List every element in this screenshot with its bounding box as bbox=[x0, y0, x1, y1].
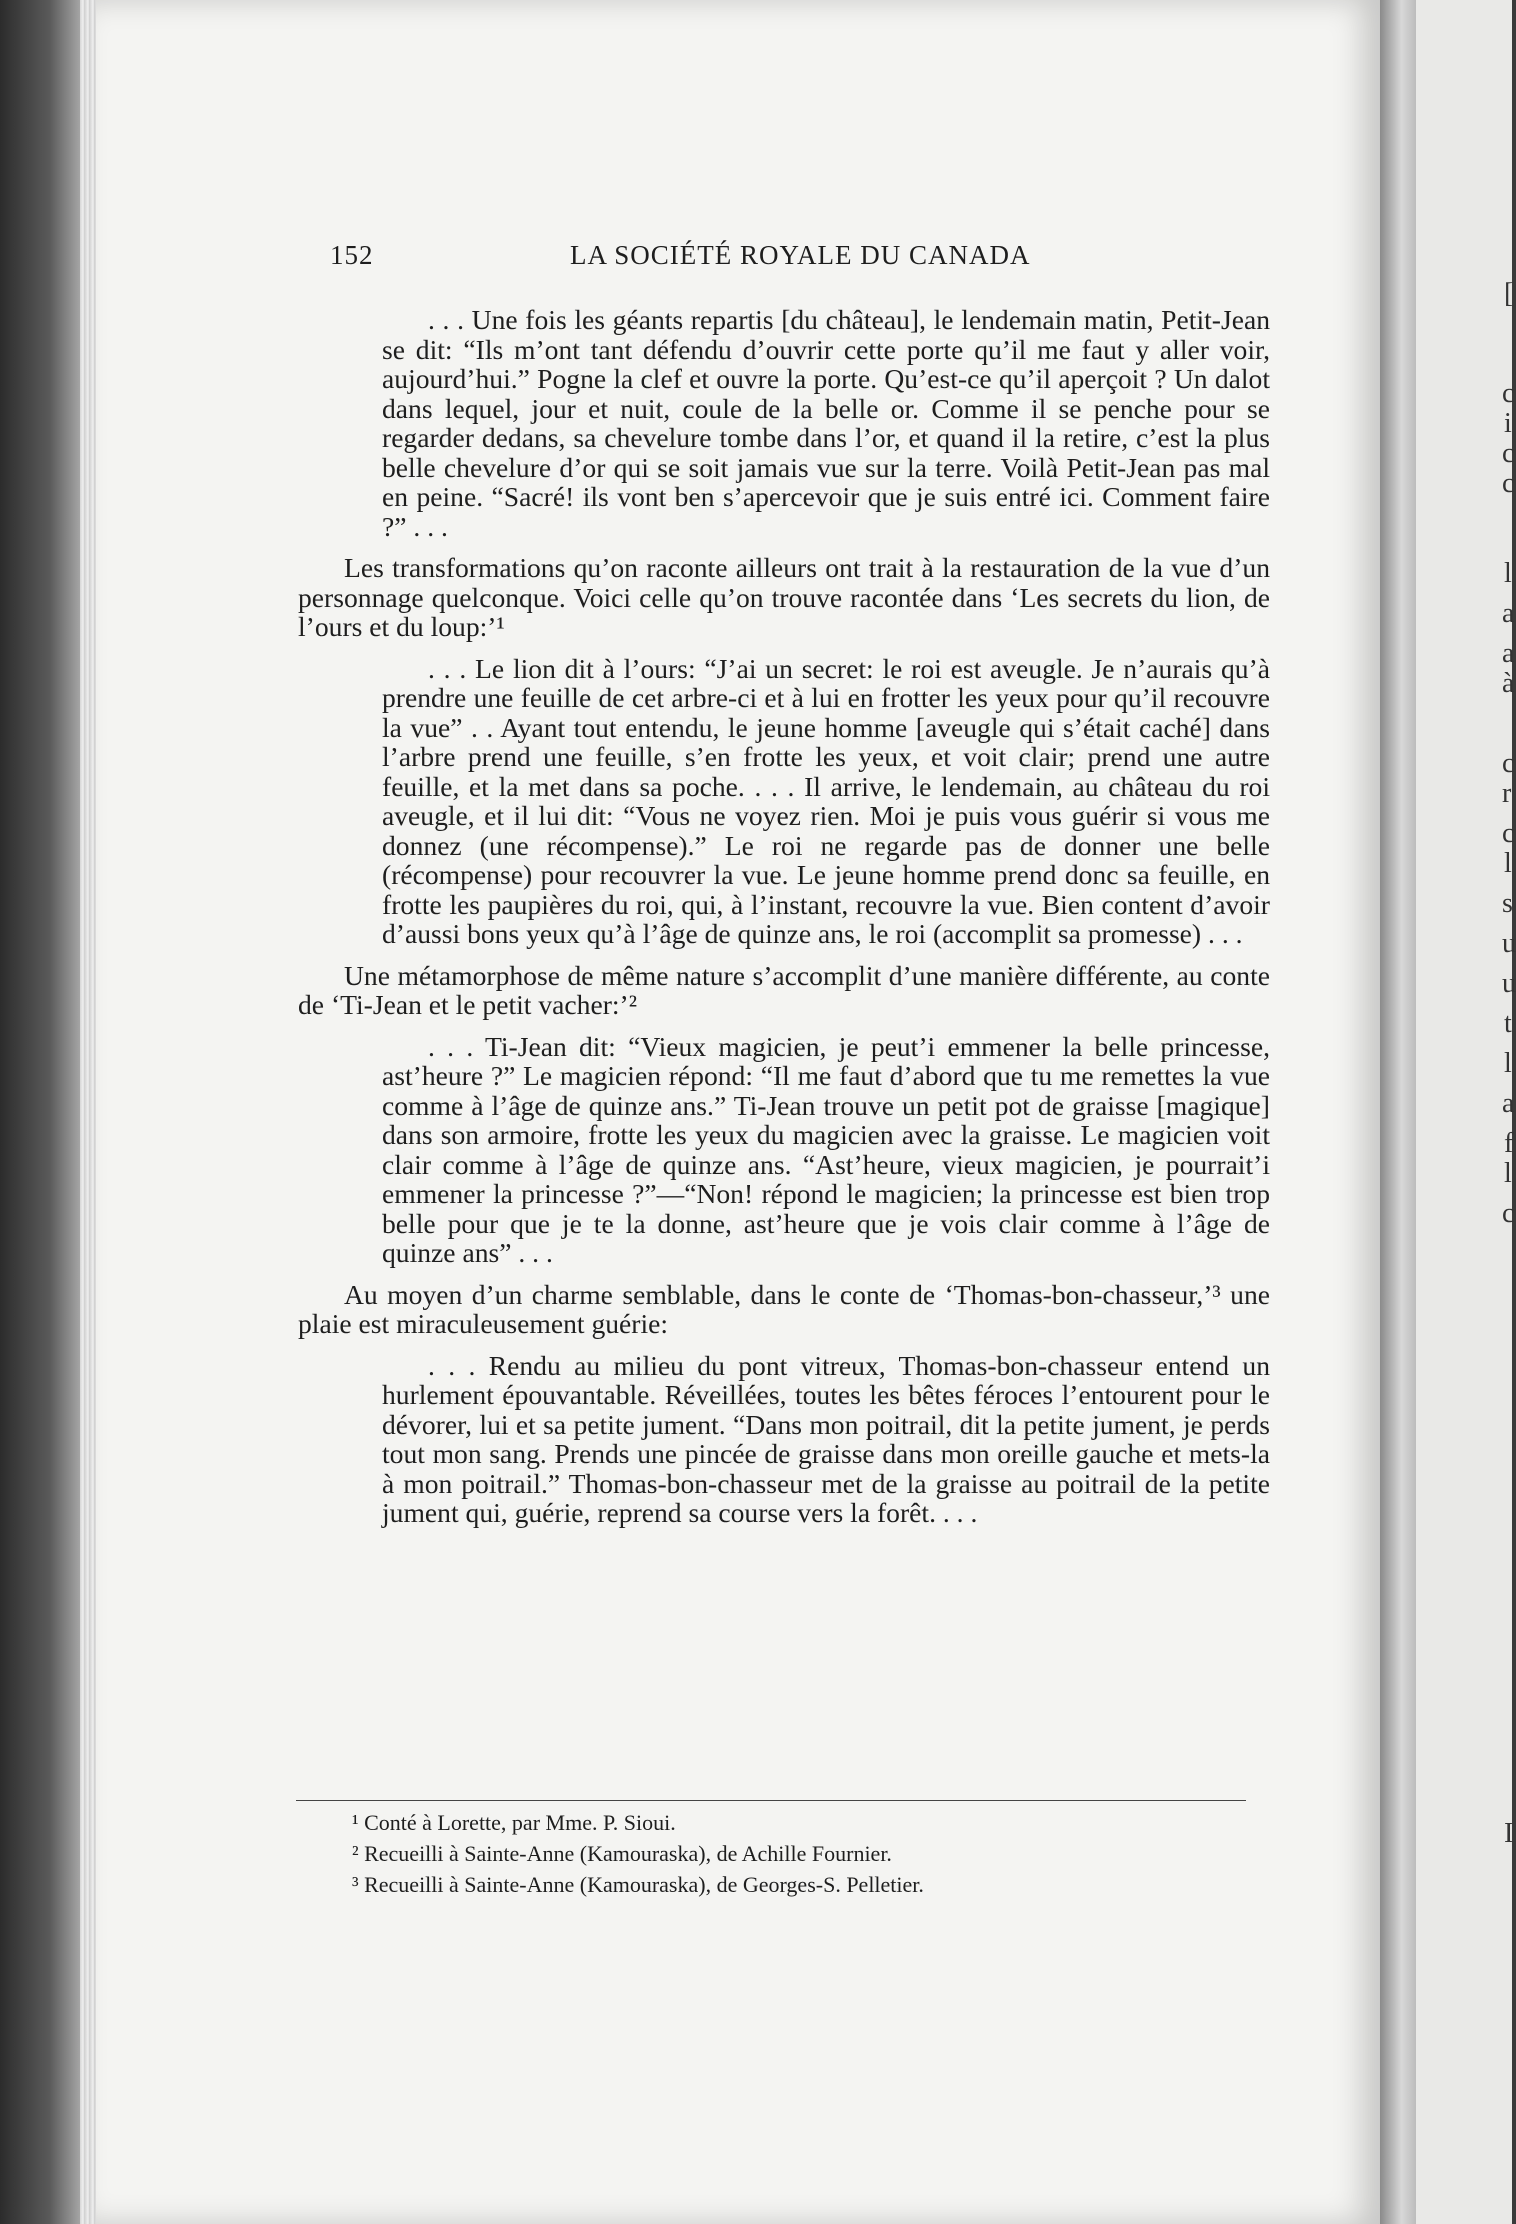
facing-page-fragment: a bbox=[1502, 598, 1515, 629]
facing-page-fragment: c bbox=[1502, 748, 1515, 779]
running-head: LA SOCIÉTÉ ROYALE DU CANADA bbox=[570, 240, 1031, 270]
facing-page-fragment: l bbox=[1504, 558, 1512, 589]
facing-page-fragment: c bbox=[1502, 818, 1515, 849]
facing-page-fragment: c bbox=[1502, 468, 1515, 499]
page-number: 152 bbox=[330, 240, 374, 270]
facing-page-edge bbox=[1416, 0, 1516, 2224]
facing-page-fragment: l bbox=[1504, 1048, 1512, 1079]
quote-paragraph: . . . Une fois les géants repartis [du château], le lendemain matin, Petit-Jean se dit: “Ils m’ont tant défendu d’ouvrir cette porte qu’il me faut y aller voir, aujourd’hui.” Pogne la clef et ouvre la porte. Qu’est-ce qu’il aperçoit ? Un dalot dans lequel, jour et nuit, coule de la belle or. Comme il se penche pour se regarder dedans, sa chevelure tombe dans l’or, et quand il la retire, c’est la plus belle chevelure d’or qui se soit jamais vue sur la terre. Voilà Petit-Jean pas mal en peine. “Sacré! ils vont ben s’apercevoir que je suis entré ici. Comment faire ?” . . . bbox=[382, 304, 1270, 542]
facing-page-fragment: u bbox=[1502, 968, 1516, 999]
footnotes bbox=[296, 1800, 1246, 1900]
facing-page-fragment: a bbox=[1502, 638, 1515, 669]
facing-page-fragment: r bbox=[1502, 778, 1512, 809]
facing-page-fragment: c bbox=[1502, 378, 1515, 409]
scan-background bbox=[0, 0, 90, 2224]
facing-page-fragment: t bbox=[1504, 1008, 1512, 1039]
facing-page-fragment: l bbox=[1504, 1158, 1512, 1189]
facing-page-fragment: l bbox=[1504, 848, 1512, 879]
page-header bbox=[330, 240, 1270, 280]
facing-page-fragment: [ bbox=[1504, 278, 1514, 309]
facing-page-fragment: i bbox=[1504, 408, 1512, 439]
body-text bbox=[298, 304, 1270, 1540]
facing-page-fragment: à bbox=[1502, 668, 1515, 699]
quote-paragraph: . . . Ti-Jean dit: “Vieux magicien, je peut’i emmener la belle princesse, ast’heure ?” Le magicien répond: “Il me faut d’abord que tu me remettes la vue comme à l’âge de quinze ans.” Ti-Jean trouve un petit pot de graisse [magique] dans son armoire, frotte les yeux du magicien avec la graisse. Le magicien voit clair comme à l’âge de quinze ans. “Ast’heure, vieux magicien, je pourrait’i emmener la princesse ?”—“Non! répond le magicien; la princesse est bien trop belle pour que je te la donne, ast’heure que je vois clair comme à l’âge de quinze ans” . . . bbox=[382, 1030, 1270, 1268]
prose-paragraph: Une métamorphose de même nature s’accomplit d’une manière différente, au conte de ‘Ti-Jean et le petit vacher:’² bbox=[298, 959, 1270, 1020]
footnote: ² Recueilli à Sainte-Anne (Kamouraska), de Achille Fournier. bbox=[352, 1841, 892, 1866]
quote-paragraph: . . . Le lion dit à l’ours: “J’ai un secret: le roi est aveugle. Je n’aurais qu’à prendre une feuille de cet arbre-ci et à lui en frotter les yeux pour qu’il recouvre la vue” . . Ayant tout entendu, le jeune homme [aveugle qui s’était caché] dans l’arbre prend une feuille, s’en frotte les yeux, et voit clair; prend une autre feuille, et la met dans sa poche. . . . Il arrive, le lendemain, au château du roi aveugle, et il lui dit: “Vous ne voyez rien. Moi je puis vous guérir si vous me donnez (une récompense).” Le roi ne regarde pas de donner une belle (récompense) pour recouvrer la vue. Le jeune homme prend donc sa feuille, en frotte les paupières du roi, qui, à l’instant, recouvre la vue. Bien content d’avoir d’aussi bons yeux qu’à l’âge de quinze ans, le roi (accomplit sa promesse) . . . bbox=[382, 652, 1270, 949]
facing-page-fragment: I bbox=[1504, 1818, 1514, 1849]
prose-paragraph: Les transformations qu’on raconte ailleurs ont trait à la restauration de la vue d’un personnage quelconque. Voici celle qu’on trouve racontée dans ‘Les secrets du lion, de l’ours et du loup:’¹ bbox=[298, 552, 1270, 642]
facing-page-fragment: u bbox=[1502, 928, 1516, 959]
book-gutter bbox=[1380, 0, 1416, 2224]
facing-page-fragment: f bbox=[1504, 1128, 1514, 1159]
facing-page-fragment: c bbox=[1502, 1198, 1515, 1229]
facing-page-fragment: s bbox=[1502, 888, 1513, 919]
footnote: ¹ Conté à Lorette, par Mme. P. Sioui. bbox=[352, 1810, 676, 1835]
quote-paragraph: . . . Rendu au milieu du pont vitreux, Thomas-bon-chasseur entend un hurlement épouvantable. Réveillées, toutes les bêtes féroces l’entourent pour le dévorer, lui et sa petite jument. “Dans mon poitrail, dit la petite jument, je perds tout mon sang. Prends une pincée de graisse dans mon oreille gauche et mets-la à mon poitrail.” Thomas-bon-chasseur met de la graisse au poitrail de la petite jument qui, guérie, reprend sa course vers la forêt. . . . bbox=[382, 1349, 1270, 1528]
footnote: ³ Recueilli à Sainte-Anne (Kamouraska), de Georges-S. Pelletier. bbox=[352, 1872, 924, 1897]
facing-page-fragment: a bbox=[1502, 1088, 1515, 1119]
facing-page-fragment: c bbox=[1502, 438, 1515, 469]
prose-paragraph: Au moyen d’un charme semblable, dans le conte de ‘Thomas-bon-chasseur,’³ une plaie est miraculeusement guérie: bbox=[298, 1278, 1270, 1339]
